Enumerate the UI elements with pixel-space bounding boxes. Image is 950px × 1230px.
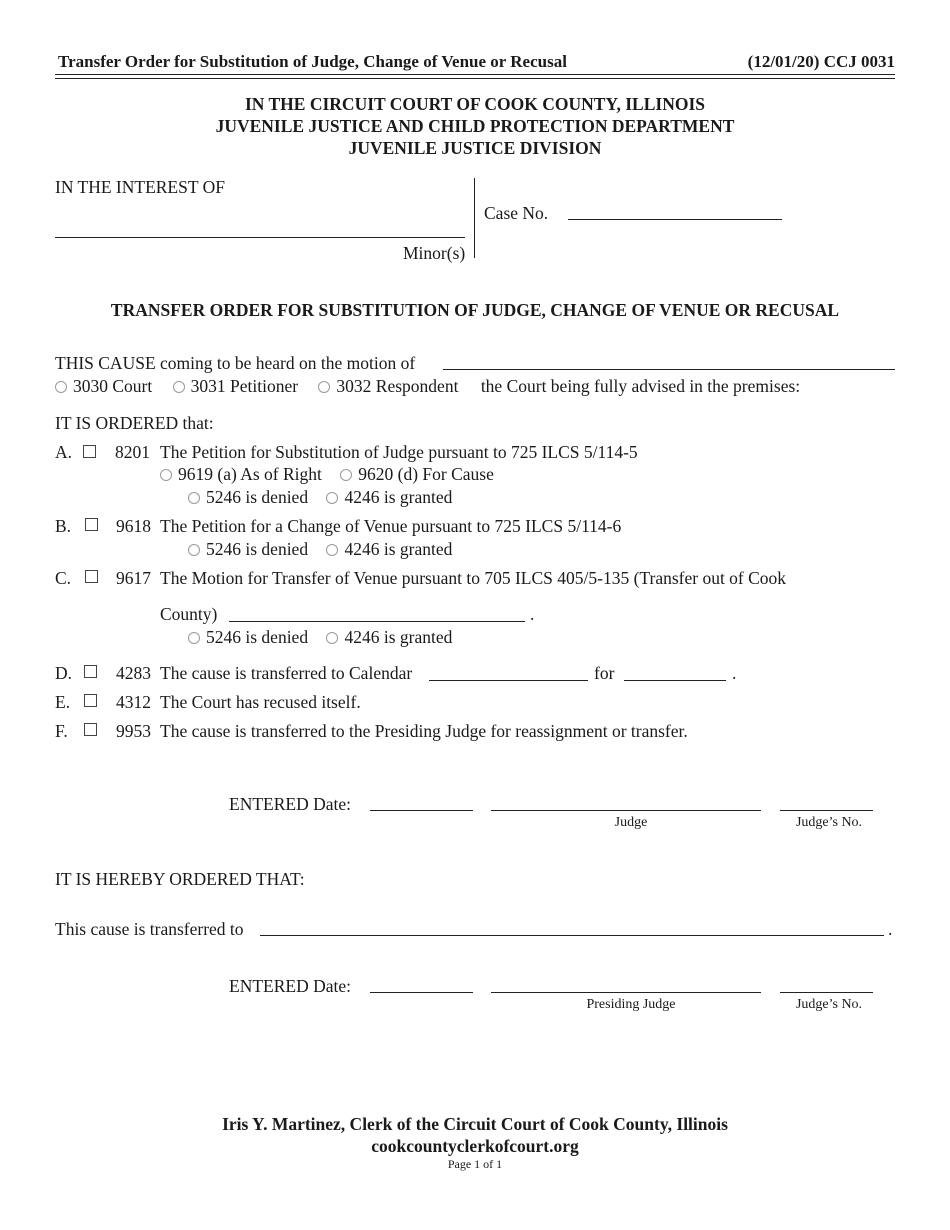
- form-code: (12/01/20) CCJ 0031: [747, 52, 895, 71]
- presiding-judge-caption: Presiding Judge: [586, 997, 676, 1012]
- court-line-2: JUVENILE JUSTICE AND CHILD PROTECTION DEPARTMENT: [215, 116, 735, 136]
- radio-respondent[interactable]: [318, 381, 330, 393]
- presiding-judge-signature-field[interactable]: [491, 992, 761, 993]
- item-e-letter: E.: [55, 692, 71, 712]
- item-b-code: 9618: [116, 516, 151, 536]
- order-title: TRANSFER ORDER FOR SUBSTITUTION OF JUDGE, CHANGE OF VENUE OR RECUSAL: [110, 300, 840, 320]
- item-d-for: for: [594, 663, 615, 683]
- item-a-code: 8201: [115, 442, 150, 462]
- radio-c-granted[interactable]: [326, 632, 338, 644]
- page-number: Page 1 of 1: [447, 1157, 503, 1171]
- item-a-grounds: [160, 464, 494, 485]
- item-a-text: The Petition for Substitution of Judge pursuant to 725 ILCS 5/114-5: [160, 442, 638, 462]
- item-d-period: .: [732, 663, 737, 683]
- court-line-1: IN THE CIRCUIT COURT OF COOK COUNTY, ILLINOIS: [245, 94, 705, 114]
- item-b-ruling: [188, 539, 452, 560]
- motion-tail: the Court being fully advised in the premises:: [480, 376, 801, 396]
- item-c-text: The Motion for Transfer of Venue pursuant to 705 ILCS 405/5-135 (Transfer out of Cook: [160, 568, 787, 588]
- option-a-granted[interactable]: 4246 is granted: [326, 487, 452, 507]
- item-f-text: The cause is transferred to the Presiding Judge for reassignment or transfer.: [160, 721, 688, 741]
- clerk-website[interactable]: cookcountyclerkofcourt.org: [371, 1136, 579, 1156]
- court-heading: [0, 93, 950, 159]
- option-as-of-right[interactable]: 9619 (a) As of Right: [160, 464, 322, 484]
- item-a-checkbox[interactable]: [83, 445, 96, 458]
- radio-b-denied[interactable]: [188, 544, 200, 556]
- court-line-3: JUVENILE JUSTICE DIVISION: [348, 138, 602, 158]
- item-e-checkbox[interactable]: [84, 694, 97, 707]
- case-no-label: Case No.: [484, 203, 549, 223]
- item-c-checkbox[interactable]: [85, 570, 98, 583]
- item-d-checkbox[interactable]: [84, 665, 97, 678]
- judge-caption: Judge: [614, 815, 648, 830]
- item-d-letter: D.: [55, 663, 73, 683]
- item-c-letter: C.: [55, 568, 72, 588]
- item-f-letter: F.: [55, 721, 68, 741]
- judge-no-field-1[interactable]: [780, 810, 873, 811]
- radio-for-cause[interactable]: [340, 469, 352, 481]
- item-c-text2: County): [160, 604, 218, 624]
- option-petitioner[interactable]: 3031 Petitioner: [173, 376, 298, 396]
- case-no-field[interactable]: [568, 219, 782, 220]
- item-c-ruling: [188, 627, 452, 648]
- judge-signature-field[interactable]: [491, 810, 761, 811]
- option-b-denied[interactable]: 5246 is denied: [188, 539, 308, 559]
- radio-as-of-right[interactable]: [160, 469, 172, 481]
- form-title: Transfer Order for Substitution of Judge, Change of Venue or Recusal: [58, 52, 567, 71]
- item-e-text: The Court has recused itself.: [160, 692, 361, 712]
- transfer-county-field[interactable]: [229, 621, 525, 622]
- radio-a-granted[interactable]: [326, 492, 338, 504]
- entered-date-field-1[interactable]: [370, 810, 473, 811]
- calendar-field[interactable]: [429, 680, 588, 681]
- judge-no-field-2[interactable]: [780, 992, 873, 993]
- radio-a-denied[interactable]: [188, 492, 200, 504]
- entered-date-label-2: ENTERED Date:: [229, 976, 351, 996]
- item-c-code: 9617: [116, 568, 151, 588]
- item-f-checkbox[interactable]: [84, 723, 97, 736]
- interest-of-label: IN THE INTEREST OF: [55, 177, 225, 197]
- item-f-code: 9953: [116, 721, 151, 741]
- item-b-checkbox[interactable]: [85, 518, 98, 531]
- motion-lead: THIS CAUSE coming to be heard on the motion of: [55, 353, 416, 373]
- ordered-label: IT IS ORDERED that:: [55, 413, 214, 433]
- entered-date-label-1: ENTERED Date:: [229, 794, 351, 814]
- header-rule-1: [55, 74, 895, 75]
- entered-date-field-2[interactable]: [370, 992, 473, 993]
- movant-field[interactable]: [443, 369, 895, 370]
- radio-court[interactable]: [55, 381, 67, 393]
- item-e-code: 4312: [116, 692, 151, 712]
- judge-no-caption-1: Judge’s No.: [795, 815, 863, 830]
- judge-no-caption-2: Judge’s No.: [795, 997, 863, 1012]
- item-d-text: The cause is transferred to Calendar: [160, 663, 413, 683]
- calendar-for-field[interactable]: [624, 680, 726, 681]
- option-court[interactable]: 3030 Court: [55, 376, 152, 396]
- item-c-period: .: [530, 604, 535, 624]
- option-respondent[interactable]: 3032 Respondent: [318, 376, 458, 396]
- hereby-label: IT IS HEREBY ORDERED THAT:: [55, 869, 305, 889]
- clerk-name: Iris Y. Martinez, Clerk of the Circuit Court of Cook County, Illinois: [222, 1114, 728, 1134]
- item-b-letter: B.: [55, 516, 72, 536]
- option-c-denied[interactable]: 5246 is denied: [188, 627, 308, 647]
- option-b-granted[interactable]: 4246 is granted: [326, 539, 452, 559]
- item-b-text: The Petition for a Change of Venue pursuant to 725 ILCS 5/114-6: [160, 516, 622, 536]
- radio-b-granted[interactable]: [326, 544, 338, 556]
- transfer-to-period: .: [888, 919, 893, 939]
- item-a-letter: A.: [55, 442, 73, 462]
- header-rule-2: [55, 78, 895, 79]
- radio-petitioner[interactable]: [173, 381, 185, 393]
- radio-c-denied[interactable]: [188, 632, 200, 644]
- item-a-ruling: [188, 487, 452, 508]
- option-for-cause[interactable]: 9620 (d) For Cause: [340, 464, 494, 484]
- transfer-to-field[interactable]: [260, 935, 884, 936]
- minor-label: Minor(s): [403, 243, 466, 263]
- movant-options: [55, 376, 800, 397]
- option-a-denied[interactable]: 5246 is denied: [188, 487, 308, 507]
- caption-divider: [474, 178, 475, 258]
- option-c-granted[interactable]: 4246 is granted: [326, 627, 452, 647]
- item-d-code: 4283: [116, 663, 151, 683]
- minor-name-field[interactable]: [55, 237, 465, 238]
- transfer-to-label: This cause is transferred to: [55, 919, 244, 939]
